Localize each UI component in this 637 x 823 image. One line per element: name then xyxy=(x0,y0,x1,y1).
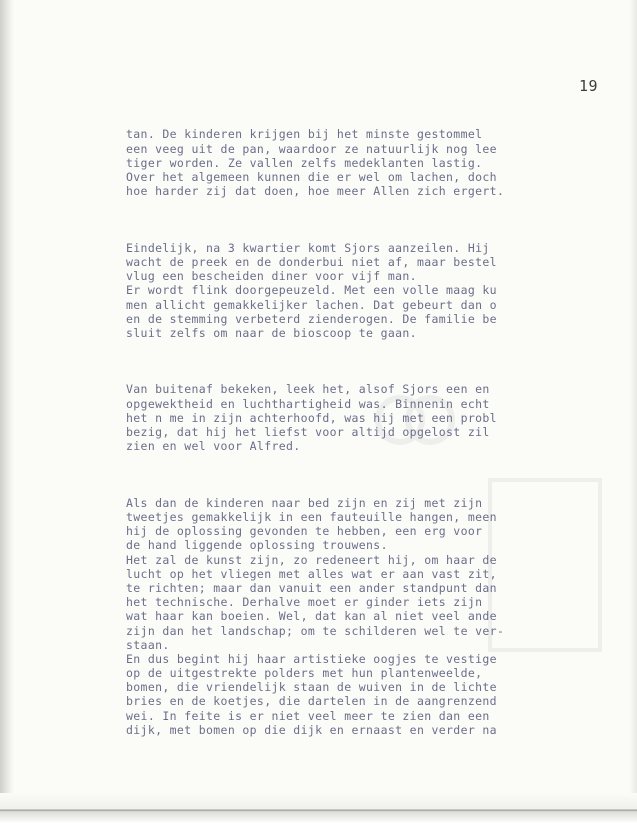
text-line: zijn dan het landschap; om te schilderen wel te ver- xyxy=(126,623,505,638)
text-line: bezig, dat hij het liefst voor altijd opgelost zil xyxy=(126,425,490,440)
text-line: bomen, die vriendelijk staan de wuiven in de lichte xyxy=(126,680,497,695)
text-line: tiger worden. Ze vallen zelfs medeklanten lastig. xyxy=(126,155,483,170)
text-line: het n me in zijn achterhoofd, was hij met een probl xyxy=(126,410,497,425)
text-line: het technische. Derhalve moet er ginder iets zijn xyxy=(126,595,483,610)
paragraph xyxy=(126,127,616,198)
text-line: te richten; maar dan vanuit een ander standpunt dan xyxy=(126,580,497,595)
text-line: dijk, met bomen op die dijk en ernaast en verder na xyxy=(126,722,497,737)
text-line: vlug een bescheiden diner voor vijf man. xyxy=(126,269,417,284)
typewritten-body xyxy=(126,99,616,779)
text-line: wacht de preek en de donderbui niet af, maar bestel xyxy=(126,254,497,269)
text-line: op de uitgestrekte polders met hun plantenweelde, xyxy=(126,666,483,681)
text-line: staan. xyxy=(126,637,170,652)
text-line: lucht op het vliegen met alles wat er aan vast zit, xyxy=(126,566,497,581)
text-line: hoe harder zij dat doen, hoe meer Allen zich ergert. xyxy=(126,184,505,199)
text-line: En dus begint hij haar artistieke oogjes te vestige xyxy=(126,651,497,666)
binding-shadow xyxy=(0,0,14,823)
page-edge-right xyxy=(629,0,637,800)
text-line: wat haar kan boeien. Wel, dat kan al niet veel ande xyxy=(126,609,497,624)
text-line: zien en wel voor Alfred. xyxy=(126,439,301,454)
text-line: tan. De kinderen krijgen bij het minste gestommel xyxy=(126,127,483,142)
text-line: opgewektheid en luchthartigheid was. Binnenin echt xyxy=(126,396,490,411)
page-number: 19 xyxy=(579,77,599,95)
text-line: Eindelijk, na 3 kwartier komt Sjors aanzeilen. Hij xyxy=(126,240,490,255)
paragraph xyxy=(126,496,616,737)
text-line: Van buitenaf bekeken, leek het, alsof Sjors een en xyxy=(126,382,490,397)
text-line: tweetjes gemakkelijk in een fauteuille hangen, meen xyxy=(126,510,497,524)
text-line: hij de oplossing gevonden te hebben, een erg voor xyxy=(126,524,483,539)
paragraph xyxy=(126,241,616,340)
text-line: Het zal de kunst zijn, zo redeneert hij, om haar de xyxy=(126,552,497,567)
page-bottom-edge xyxy=(0,793,637,823)
text-line: en de stemming verbeterd zienderogen. De familie be xyxy=(126,311,497,326)
text-line: wei. In feite is er niet veel meer te zien dan een xyxy=(126,708,490,723)
text-line: Over het algemeen kunnen die er wel om lachen, doch xyxy=(126,169,497,184)
text-line: bries en de koetjes, die dartelen in de aangrenzend xyxy=(126,694,497,709)
text-line: Er wordt flink doorgepeuzeld. Met een volle maag ku xyxy=(126,283,497,298)
text-line: een veeg uit de pan, waardoor ze natuurlijk nog lee xyxy=(126,141,497,156)
paragraph xyxy=(126,382,616,453)
text-line: Als dan de kinderen naar bed zijn en zij met zijn xyxy=(126,495,483,510)
text-line: sluit zelfs om naar de bioscoop te gaan. xyxy=(126,325,417,340)
text-line: men allicht gemakkelijker lachen. Dat gebeurt dan o xyxy=(126,297,497,312)
text-line: de hand liggende oplossing trouwens. xyxy=(126,538,388,553)
